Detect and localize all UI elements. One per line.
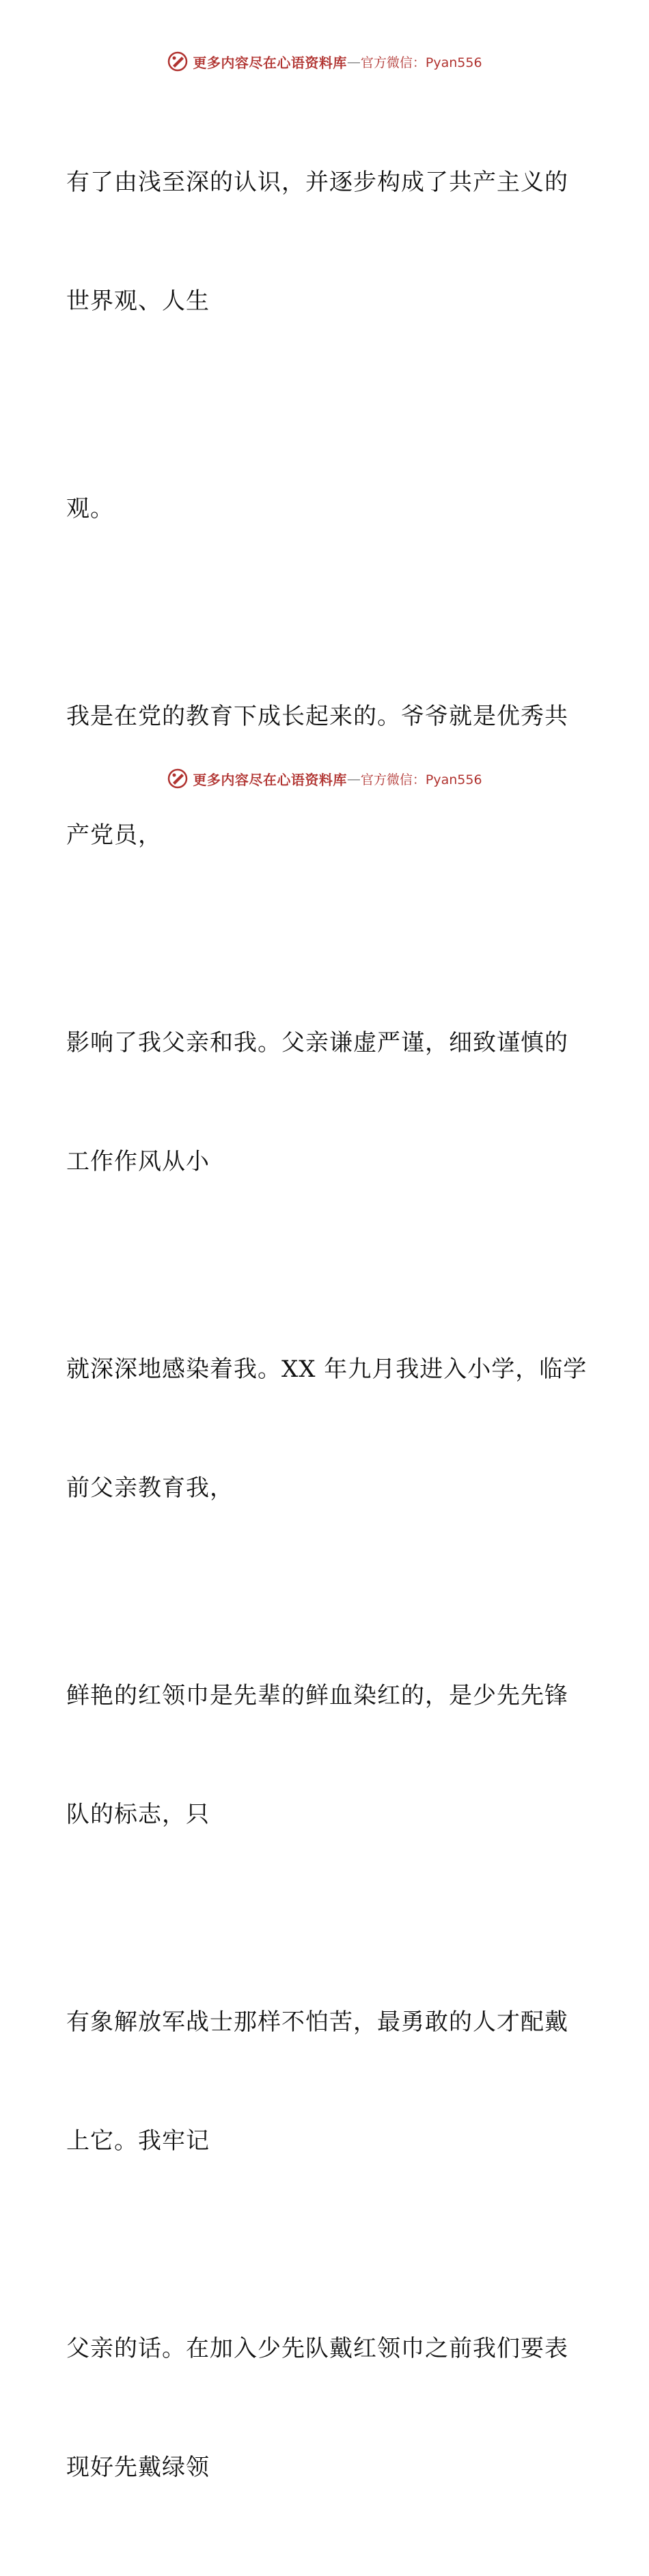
banner-separator: — (346, 53, 361, 70)
text-line: 观。 (66, 495, 114, 522)
paragraph (66, 2250, 585, 2566)
banner-wechat-text: 官方微信：Pyan556 (360, 55, 482, 70)
brand-logo-icon (167, 768, 189, 789)
text-line: 我是在党的教育下成长起来的。爷爷就是优秀共 (66, 703, 568, 730)
text-line: 现好先戴绿领 (66, 2454, 210, 2481)
text-line: 父亲的话。在加入少先队戴红领巾之前我们要表 (66, 2335, 568, 2362)
banner-separator: — (346, 770, 361, 787)
banner-brand-text: 更多内容尽在心语资料库 (193, 771, 347, 788)
text-line: 就深深地感染着我。XX 年九月我进入小学，临学 (66, 1356, 588, 1383)
document-body (66, 83, 588, 2576)
paragraph (66, 944, 585, 1261)
paragraph (66, 83, 585, 400)
text-line: 有了由浅至深的认识，并逐步构成了共产主义的 (66, 169, 568, 196)
text-line: 工作作风从小 (66, 1148, 210, 1175)
paragraph (66, 1597, 585, 1914)
paragraph (66, 1923, 585, 2240)
text-line: 影响了我父亲和我。父亲谦虚严谨，细致谨慎的 (66, 1029, 568, 1056)
text-line: 产党员， (66, 822, 162, 849)
header-banner (0, 48, 649, 75)
brand-logo-icon (167, 51, 189, 72)
text-line: 上它。我牢记 (66, 2127, 210, 2155)
text-line: 有象解放军战士那样不怕苦，最勇敢的人才配戴 (66, 2008, 568, 2036)
banner-brand-text: 更多内容尽在心语资料库 (193, 54, 347, 71)
text-line: 队的标志，只 (66, 1801, 210, 1828)
text-line: 鲜艳的红领巾是先辈的鲜血染红的，是少先先锋 (66, 1682, 568, 1709)
text-line: 前父亲教育我， (66, 1474, 234, 1502)
text-line: 世界观、人生 (66, 288, 210, 315)
paragraph (66, 1270, 588, 1587)
paragraph (66, 410, 585, 608)
footer-banner (0, 765, 649, 792)
banner-wechat-text: 官方微信：Pyan556 (360, 772, 482, 787)
